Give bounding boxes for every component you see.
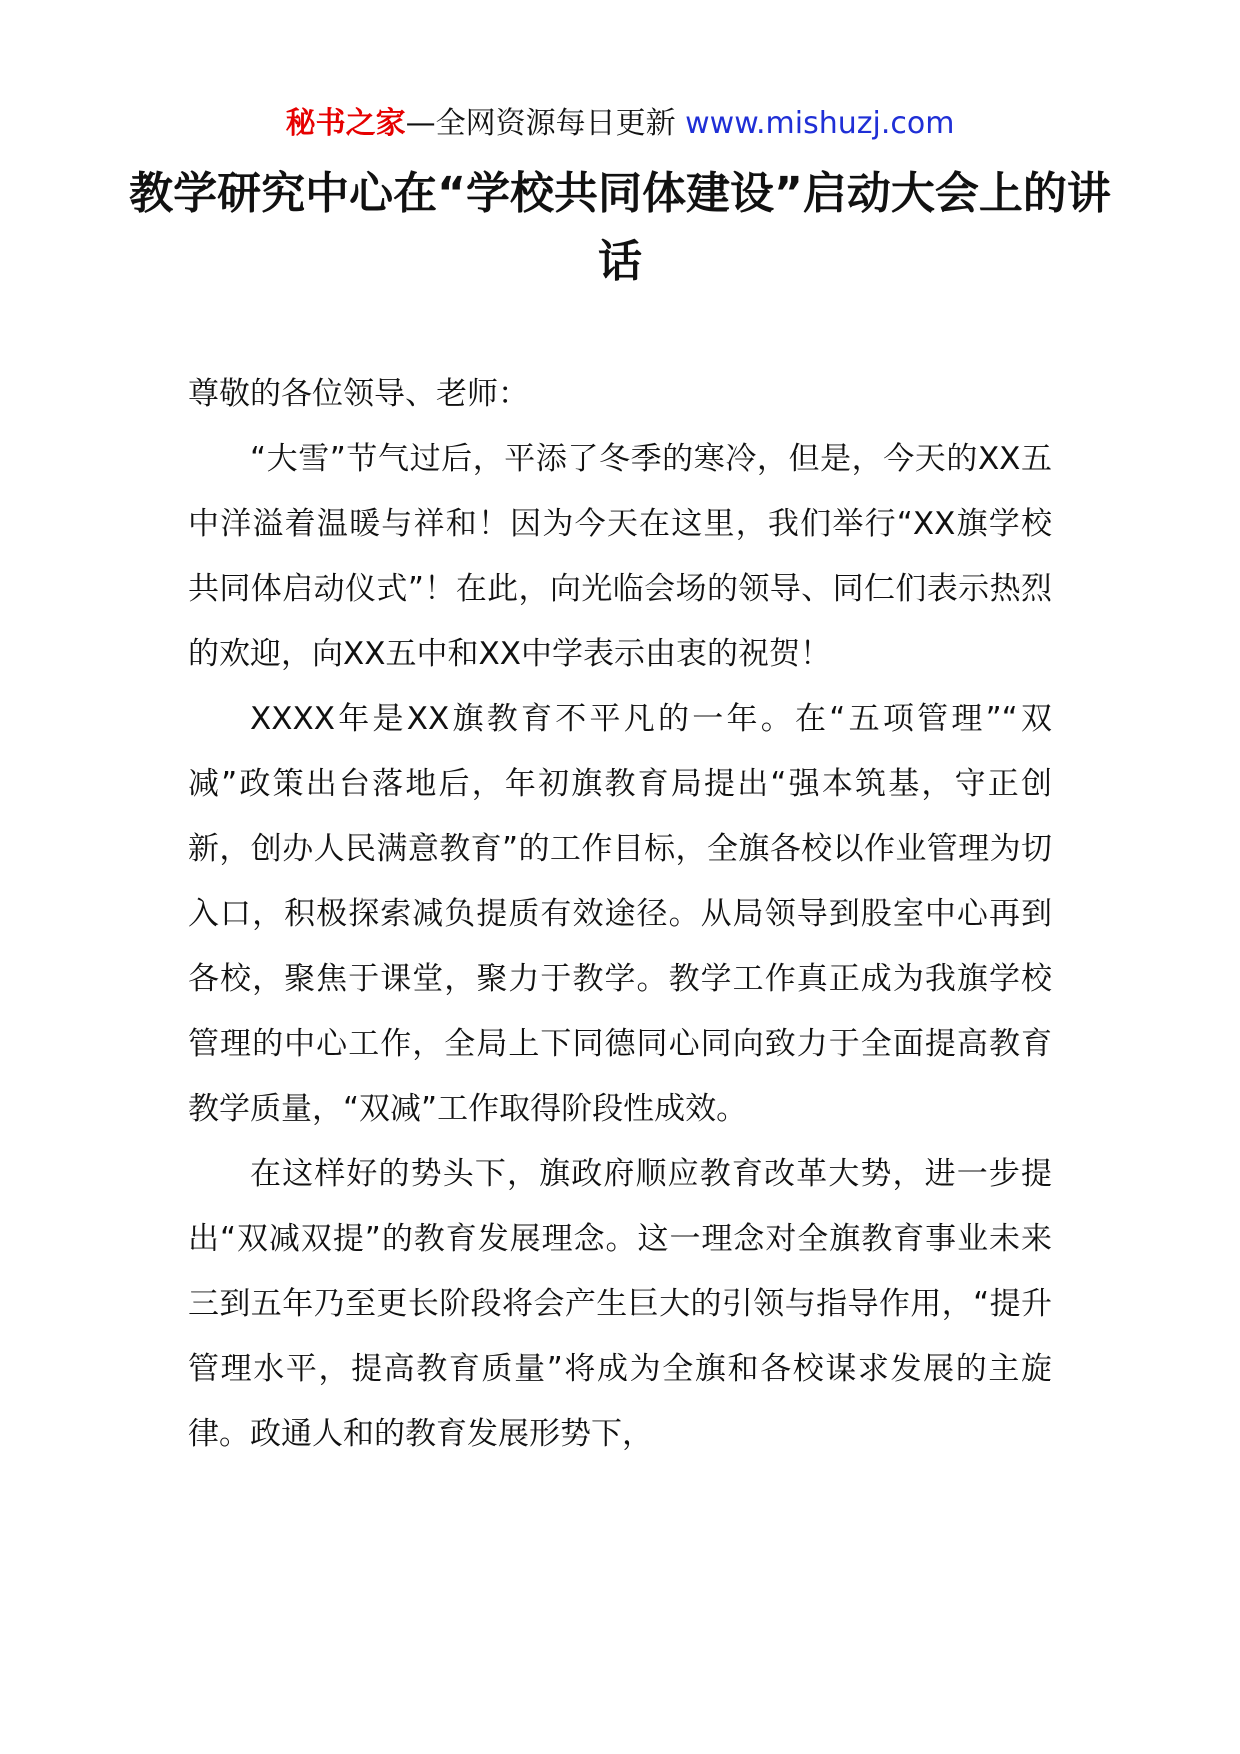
document-title: 教学研究中心在“学校共同体建设”启动大会上的讲话 [129, 168, 1111, 287]
salutation: 尊敬的各位领导、老师： [188, 376, 529, 412]
brand-name: 秘书之家 [285, 106, 406, 141]
site-header [0, 100, 1240, 148]
header-tagline: —全网资源每日更新 [405, 106, 686, 141]
paragraph: “大雪”节气过后，平添了冬季的寒冷，但是，今天的XX五中洋溢着温暖与祥和！因为今天在这里，我们举行“XX旗学校共同体启动仪式”！在此，向光临会场的领导、同仁们表示热烈的欢迎，向XX五中和XX中学表示由衷的祝贺！ [188, 441, 1052, 672]
document-body [188, 362, 1052, 1467]
paragraph: 在这样好的势头下，旗政府顺应教育改革大势，进一步提出“双减双提”的教育发展理念。这一理念对全旗教育事业未来三到五年乃至更长阶段将会产生巨大的引领与指导作用，“提升管理水平，提高教育质量”将成为全旗和各校谋求发展的主旋律。政通人和的教育发展形势下， [188, 1156, 1052, 1452]
paragraph: XXXX年是XX旗教育不平凡的一年。在“五项管理”“双减”政策出台落地后，年初旗教育局提出“强本筑基，守正创新，创办人民满意教育”的工作目标，全旗各校以作业管理为切入口，积极探索减负提质有效途径。从局领导到股室中心再到各校，聚焦于课堂，聚力于教学。教学工作真正成为我旗学校管理的中心工作，全局上下同德同心同向致力于全面提高教育教学质量，“双减”工作取得阶段性成效。 [188, 701, 1052, 1127]
site-url: www.mishuzj.com [685, 106, 955, 141]
